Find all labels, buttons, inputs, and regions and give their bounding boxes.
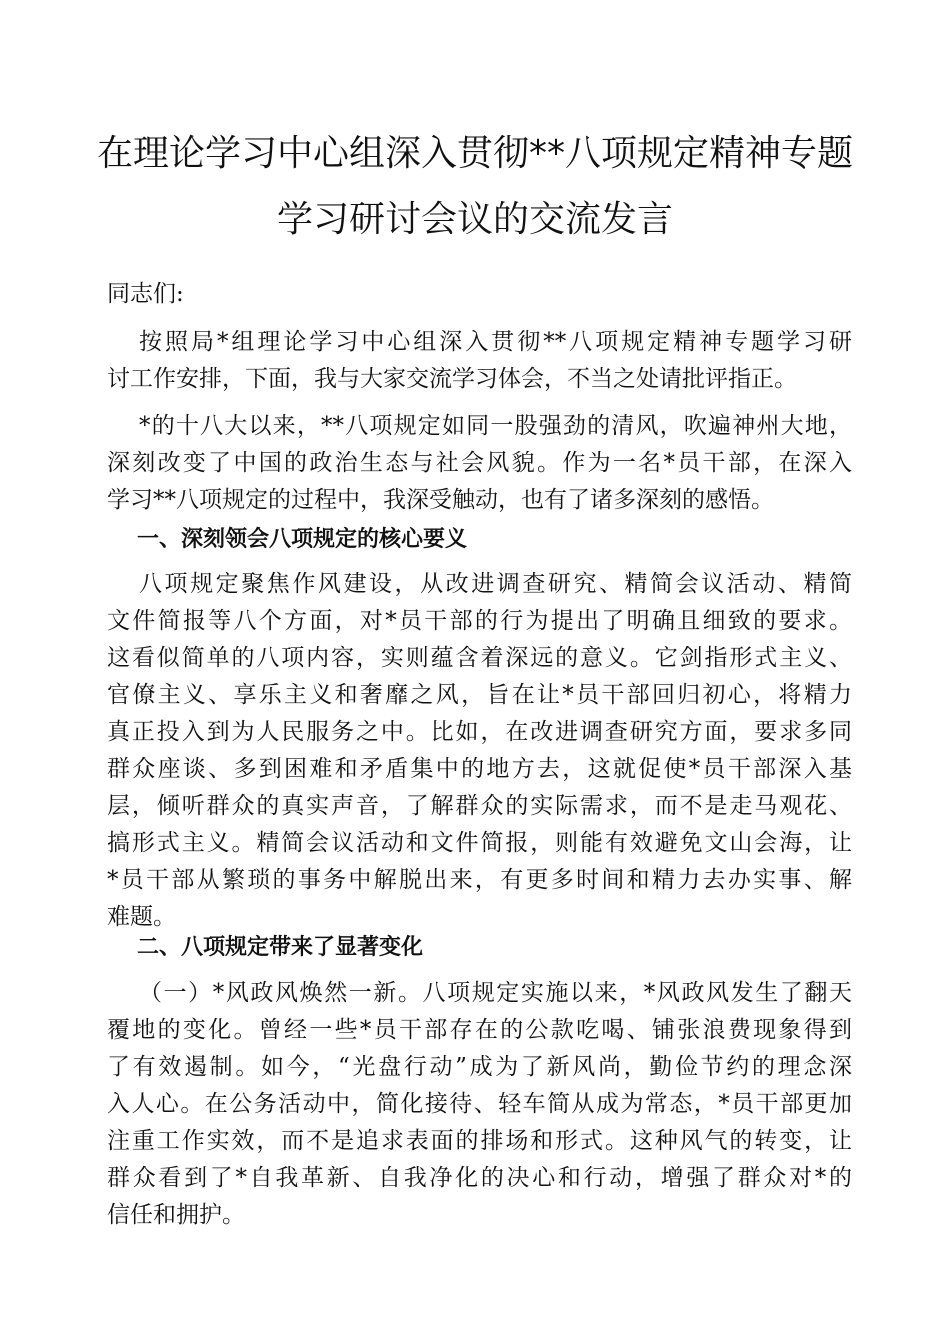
paragraph-line: 入人心。在公务活动中，简化接待、轻车简从成为常态，*员干部更加 xyxy=(107,1091,852,1117)
paragraph-line: 信任和拥护。 xyxy=(107,1202,245,1228)
paragraph-line: 真正投入到为人民服务之中。比如，在改进调查研究方面，要求多同 xyxy=(107,719,852,745)
paragraph-line: 难题。 xyxy=(107,904,176,930)
paragraph-line: 层，倾听群众的真实声音，了解群众的实际需求，而不是走马观花、 xyxy=(107,793,852,819)
paragraph-line: 学习**八项规定的过程中，我深受触动，也有了诸多深刻的感悟。 xyxy=(107,487,774,513)
paragraph-line: （一）*风政风焕然一新。八项规定实施以来，*风政风发生了翻天 xyxy=(139,980,852,1006)
paragraph-line: 群众座谈、多到困难和矛盾集中的地方去，这就促使*员干部深入基 xyxy=(107,756,852,782)
paragraph-line: *的十八大以来，**八项规定如同一股强劲的清风，吹遍神州大地， xyxy=(139,413,852,439)
paragraph-line: 这看似简单的八项内容，实则蕴含着深远的意义。它剑指形式主义、 xyxy=(107,645,852,671)
paragraph-4 xyxy=(107,975,852,1234)
paragraph-line: 深刻改变了中国的政治生态与社会风貌。作为一名*员干部，在深入 xyxy=(107,450,852,476)
section-heading-2: 二、八项规定带来了显著变化 xyxy=(137,935,424,960)
paragraph-line: 按照局*组理论学习中心组深入贯彻**八项规定精神专题学习研 xyxy=(139,329,852,355)
paragraph-line: 讨工作安排，下面，我与大家交流学习体会，不当之处请批评指正。 xyxy=(107,366,797,392)
paragraph-line: 覆地的变化。曾经一些*员干部存在的公款吃喝、铺张浪费现象得到 xyxy=(107,1017,852,1043)
paragraph-line: 了有效遏制。如今，“光盘行动”成为了新风尚，勤俭节约的理念深 xyxy=(107,1054,852,1080)
section-heading-1: 一、深刻领会八项规定的核心要义 xyxy=(137,527,468,552)
paragraph-1 xyxy=(107,324,852,398)
paragraph-3 xyxy=(107,566,852,936)
paragraph-line: 注重工作实效，而不是追求表面的排场和形式。这种风气的转变，让 xyxy=(107,1128,852,1154)
paragraph-2 xyxy=(107,408,852,519)
document-title-line-1: 在理论学习中心组深入贯彻**八项规定精神专题 xyxy=(96,133,853,174)
paragraph-line: 搞形式主义。精简会议活动和文件简报，则能有效避免文山会海，让 xyxy=(107,830,852,856)
paragraph-line: 八项规定聚焦作风建设，从改进调查研究、精简会议活动、精简 xyxy=(139,571,852,597)
paragraph-line: 群众看到了*自我革新、自我净化的决心和行动，增强了群众对*的 xyxy=(107,1165,852,1191)
paragraph-line: 官僚主义、享乐主义和奢靡之风，旨在让*员干部回归初心，将精力 xyxy=(107,682,852,708)
document-title-line-2: 学习研讨会议的交流发言 xyxy=(276,199,673,240)
paragraph-line: *员干部从繁琐的事务中解脱出来，有更多时间和精力去办实事、解 xyxy=(107,867,852,893)
salutation: 同志们: xyxy=(107,281,184,307)
paragraph-line: 文件简报等八个方面，对*员干部的行为提出了明确且细致的要求。 xyxy=(107,608,852,634)
